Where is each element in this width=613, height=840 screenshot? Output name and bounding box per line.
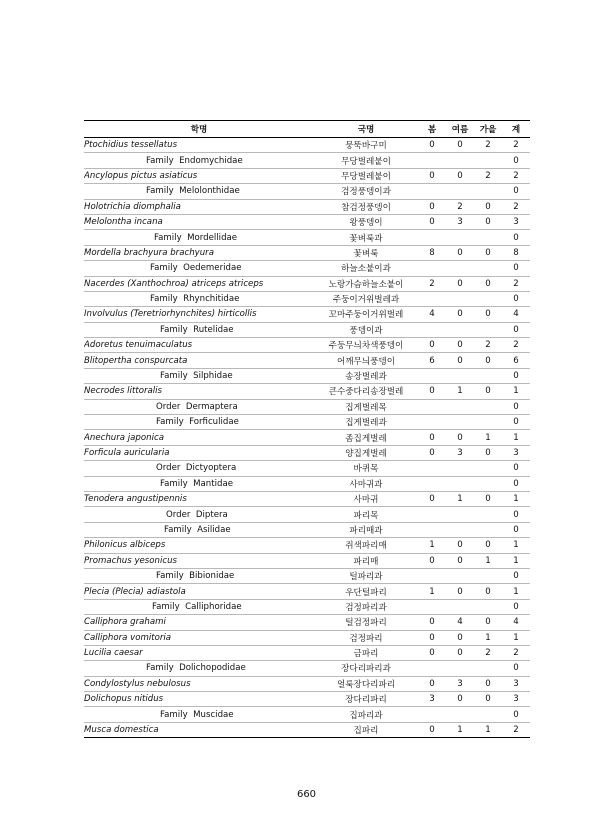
korean-name-cell: 금파리 — [314, 645, 418, 660]
autumn-count-cell: 0 — [474, 445, 502, 460]
scientific-name-cell: Family Muscidae — [84, 707, 314, 722]
taxon-row — [84, 368, 530, 383]
scientific-name-cell: Family Asilidae — [84, 522, 314, 537]
korean-name-cell: 사마귀과 — [314, 476, 418, 491]
page-number: 660 — [296, 789, 317, 800]
scientific-name-cell: Family Calliphoridae — [84, 599, 314, 614]
korean-name-cell: 집게벌레과 — [314, 415, 418, 430]
korean-name-cell: 꽃벼룩 — [314, 245, 418, 260]
header-autumn: 가을 — [474, 121, 502, 138]
spring-count-cell: 0 — [418, 430, 446, 445]
scientific-name-cell: Family Mordellidae — [84, 230, 314, 245]
summer-count-cell: 0 — [446, 245, 474, 260]
spring-count-cell — [418, 368, 446, 383]
spring-count-cell: 0 — [418, 645, 446, 660]
autumn-count-cell — [474, 230, 502, 245]
spring-count-cell — [418, 230, 446, 245]
species-row — [84, 584, 530, 599]
autumn-count-cell: 0 — [474, 214, 502, 229]
taxon-row — [84, 661, 530, 676]
species-row — [84, 538, 530, 553]
autumn-count-cell: 1 — [474, 722, 502, 737]
scientific-name-cell: Forficula auricularia — [84, 445, 314, 460]
autumn-count-cell: 1 — [474, 553, 502, 568]
total-count-cell: 0 — [502, 184, 530, 199]
spring-count-cell: 6 — [418, 353, 446, 368]
spring-count-cell: 0 — [418, 338, 446, 353]
spring-count-cell — [418, 522, 446, 537]
scientific-name-cell: Mordella brachyura brachyura — [84, 245, 314, 260]
species-row — [84, 338, 530, 353]
autumn-count-cell: 1 — [474, 430, 502, 445]
spring-count-cell: 0 — [418, 138, 446, 153]
spring-count-cell: 0 — [418, 168, 446, 183]
spring-count-cell — [418, 568, 446, 583]
taxon-row — [84, 415, 530, 430]
korean-name-cell: 집게벌레목 — [314, 399, 418, 414]
korean-name-cell: 집파리과 — [314, 707, 418, 722]
scientific-name-cell: Family Mantidae — [84, 476, 314, 491]
summer-count-cell: 1 — [446, 491, 474, 506]
summer-count-cell — [446, 461, 474, 476]
total-count-cell: 0 — [502, 599, 530, 614]
spring-count-cell: 0 — [418, 491, 446, 506]
scientific-name-cell: Order Dermaptera — [84, 399, 314, 414]
spring-count-cell: 2 — [418, 276, 446, 291]
total-count-cell: 0 — [502, 568, 530, 583]
total-count-cell: 1 — [502, 430, 530, 445]
summer-count-cell — [446, 476, 474, 491]
autumn-count-cell — [474, 322, 502, 337]
autumn-count-cell — [474, 184, 502, 199]
species-row — [84, 199, 530, 214]
summer-count-cell — [446, 399, 474, 414]
summer-count-cell: 2 — [446, 199, 474, 214]
species-row — [84, 445, 530, 460]
autumn-count-cell — [474, 291, 502, 306]
summer-count-cell — [446, 291, 474, 306]
summer-count-cell: 3 — [446, 676, 474, 691]
total-count-cell: 1 — [502, 553, 530, 568]
korean-name-cell: 쥐색파리매 — [314, 538, 418, 553]
total-count-cell: 3 — [502, 445, 530, 460]
species-row — [84, 645, 530, 660]
summer-count-cell — [446, 707, 474, 722]
korean-name-cell: 참검정풍뎅이 — [314, 199, 418, 214]
spring-count-cell — [418, 153, 446, 168]
spring-count-cell — [418, 399, 446, 414]
species-row — [84, 214, 530, 229]
autumn-count-cell: 0 — [474, 615, 502, 630]
spring-count-cell: 0 — [418, 630, 446, 645]
spring-count-cell: 0 — [418, 553, 446, 568]
species-row — [84, 692, 530, 707]
total-count-cell: 2 — [502, 276, 530, 291]
taxon-row — [84, 707, 530, 722]
total-count-cell: 2 — [502, 645, 530, 660]
total-count-cell: 0 — [502, 461, 530, 476]
taxon-row — [84, 230, 530, 245]
korean-name-cell: 바퀴목 — [314, 461, 418, 476]
autumn-count-cell — [474, 707, 502, 722]
total-count-cell: 8 — [502, 245, 530, 260]
summer-count-cell — [446, 184, 474, 199]
total-count-cell: 1 — [502, 538, 530, 553]
korean-name-cell: 사마귀 — [314, 491, 418, 506]
total-count-cell: 0 — [502, 415, 530, 430]
total-count-cell: 0 — [502, 322, 530, 337]
species-row — [84, 722, 530, 737]
korean-name-cell: 좀집게벌레 — [314, 430, 418, 445]
scientific-name-cell: Family Rutelidae — [84, 322, 314, 337]
scientific-name-cell: Lucilia caesar — [84, 645, 314, 660]
summer-count-cell: 0 — [446, 584, 474, 599]
spring-count-cell: 4 — [418, 307, 446, 322]
total-count-cell: 0 — [502, 476, 530, 491]
summer-count-cell — [446, 230, 474, 245]
scientific-name-cell: Melolontha incana — [84, 214, 314, 229]
scientific-name-cell: Family Oedemeridae — [84, 261, 314, 276]
korean-name-cell: 파리목 — [314, 507, 418, 522]
summer-count-cell — [446, 322, 474, 337]
scientific-name-cell: Family Dolichopodidae — [84, 661, 314, 676]
korean-name-cell: 검정파리과 — [314, 599, 418, 614]
autumn-count-cell: 0 — [474, 353, 502, 368]
korean-name-cell: 집파리 — [314, 722, 418, 737]
autumn-count-cell — [474, 461, 502, 476]
table-header-row — [84, 121, 530, 138]
taxon-row — [84, 507, 530, 522]
korean-name-cell: 파리매과 — [314, 522, 418, 537]
taxon-row — [84, 599, 530, 614]
autumn-count-cell — [474, 476, 502, 491]
autumn-count-cell — [474, 368, 502, 383]
header-total: 계 — [502, 121, 530, 138]
total-count-cell: 0 — [502, 291, 530, 306]
species-table — [84, 120, 530, 738]
total-count-cell: 4 — [502, 307, 530, 322]
autumn-count-cell — [474, 661, 502, 676]
korean-name-cell: 큰수중다리송장벌레 — [314, 384, 418, 399]
summer-count-cell — [446, 415, 474, 430]
korean-name-cell: 검정풍뎅이과 — [314, 184, 418, 199]
summer-count-cell: 0 — [446, 553, 474, 568]
taxon-row — [84, 461, 530, 476]
summer-count-cell: 3 — [446, 214, 474, 229]
korean-name-cell: 우단털파리 — [314, 584, 418, 599]
korean-name-cell: 왕풍뎅이 — [314, 214, 418, 229]
species-row — [84, 630, 530, 645]
summer-count-cell: 0 — [446, 645, 474, 660]
spring-count-cell: 1 — [418, 584, 446, 599]
autumn-count-cell: 0 — [474, 491, 502, 506]
total-count-cell: 0 — [502, 368, 530, 383]
autumn-count-cell: 2 — [474, 338, 502, 353]
taxon-row — [84, 476, 530, 491]
summer-count-cell: 0 — [446, 353, 474, 368]
korean-name-cell: 꼬마주둥이거위벌레 — [314, 307, 418, 322]
summer-count-cell: 1 — [446, 384, 474, 399]
korean-name-cell: 풍뎅이과 — [314, 322, 418, 337]
species-row — [84, 138, 530, 153]
total-count-cell: 3 — [502, 676, 530, 691]
spring-count-cell: 0 — [418, 676, 446, 691]
scientific-name-cell: Dolichopus nitidus — [84, 692, 314, 707]
autumn-count-cell — [474, 568, 502, 583]
spring-count-cell — [418, 661, 446, 676]
spring-count-cell — [418, 476, 446, 491]
autumn-count-cell: 2 — [474, 645, 502, 660]
korean-name-cell: 털검정파리 — [314, 615, 418, 630]
spring-count-cell — [418, 707, 446, 722]
autumn-count-cell — [474, 261, 502, 276]
taxon-row — [84, 399, 530, 414]
spring-count-cell — [418, 291, 446, 306]
autumn-count-cell: 0 — [474, 307, 502, 322]
scientific-name-cell: Adoretus tenuimaculatus — [84, 338, 314, 353]
scientific-name-cell: Necrodes littoralis — [84, 384, 314, 399]
total-count-cell: 0 — [502, 661, 530, 676]
header-spring: 봄 — [418, 121, 446, 138]
autumn-count-cell — [474, 153, 502, 168]
spring-count-cell — [418, 415, 446, 430]
scientific-name-cell: Family Rhynchitidae — [84, 291, 314, 306]
scientific-name-cell: Philonicus albiceps — [84, 538, 314, 553]
species-row — [84, 491, 530, 506]
scientific-name-cell: Order Diptera — [84, 507, 314, 522]
spring-count-cell: 0 — [418, 615, 446, 630]
summer-count-cell: 0 — [446, 430, 474, 445]
autumn-count-cell: 0 — [474, 676, 502, 691]
korean-name-cell: 장다리파리과 — [314, 661, 418, 676]
total-count-cell: 3 — [502, 214, 530, 229]
species-row — [84, 430, 530, 445]
spring-count-cell: 0 — [418, 199, 446, 214]
total-count-cell: 1 — [502, 491, 530, 506]
spring-count-cell — [418, 322, 446, 337]
species-row — [84, 384, 530, 399]
header-korean-name: 국명 — [314, 121, 418, 138]
total-count-cell: 6 — [502, 353, 530, 368]
autumn-count-cell — [474, 415, 502, 430]
total-count-cell: 0 — [502, 399, 530, 414]
total-count-cell: 2 — [502, 338, 530, 353]
scientific-name-cell: Anechura japonica — [84, 430, 314, 445]
korean-name-cell: 노랑가슴하늘소붙이 — [314, 276, 418, 291]
species-row — [84, 615, 530, 630]
total-count-cell: 0 — [502, 522, 530, 537]
header-scientific-name: 학명 — [84, 121, 314, 138]
spring-count-cell: 3 — [418, 692, 446, 707]
korean-name-cell: 얼룩장다리파리 — [314, 676, 418, 691]
autumn-count-cell: 0 — [474, 384, 502, 399]
spring-count-cell: 0 — [418, 445, 446, 460]
total-count-cell: 2 — [502, 168, 530, 183]
summer-count-cell: 0 — [446, 276, 474, 291]
total-count-cell: 3 — [502, 692, 530, 707]
summer-count-cell — [446, 368, 474, 383]
spring-count-cell — [418, 261, 446, 276]
taxon-row — [84, 568, 530, 583]
scientific-name-cell: Musca domestica — [84, 722, 314, 737]
scientific-name-cell: Ptochidius tessellatus — [84, 138, 314, 153]
summer-count-cell — [446, 507, 474, 522]
scientific-name-cell: Condylostylus nebulosus — [84, 676, 314, 691]
summer-count-cell: 0 — [446, 692, 474, 707]
total-count-cell: 1 — [502, 584, 530, 599]
autumn-count-cell — [474, 399, 502, 414]
autumn-count-cell: 2 — [474, 138, 502, 153]
korean-name-cell: 주둥무늬차색풍뎅이 — [314, 338, 418, 353]
summer-count-cell: 1 — [446, 722, 474, 737]
summer-count-cell — [446, 568, 474, 583]
korean-name-cell: 송장벌레과 — [314, 368, 418, 383]
korean-name-cell: 어깨무늬풍뎅이 — [314, 353, 418, 368]
summer-count-cell: 3 — [446, 445, 474, 460]
scientific-name-cell: Involvulus (Teretriorhynchites) hirticollis — [84, 307, 314, 322]
autumn-count-cell: 0 — [474, 538, 502, 553]
total-count-cell: 0 — [502, 261, 530, 276]
total-count-cell: 0 — [502, 153, 530, 168]
total-count-cell: 2 — [502, 199, 530, 214]
scientific-name-cell: Family Forficulidae — [84, 415, 314, 430]
korean-name-cell: 주둥이거위벌레과 — [314, 291, 418, 306]
summer-count-cell: 0 — [446, 630, 474, 645]
taxon-row — [84, 153, 530, 168]
korean-name-cell: 검정파리 — [314, 630, 418, 645]
korean-name-cell: 양집게벌레 — [314, 445, 418, 460]
scientific-name-cell: Family Melolonthidae — [84, 184, 314, 199]
summer-count-cell: 0 — [446, 338, 474, 353]
spring-count-cell: 0 — [418, 384, 446, 399]
taxon-row — [84, 322, 530, 337]
scientific-name-cell: Promachus yesonicus — [84, 553, 314, 568]
autumn-count-cell: 0 — [474, 245, 502, 260]
korean-name-cell: 털파리과 — [314, 568, 418, 583]
spring-count-cell — [418, 599, 446, 614]
autumn-count-cell: 1 — [474, 630, 502, 645]
scientific-name-cell: Blitopertha conspurcata — [84, 353, 314, 368]
korean-name-cell: 장다리파리 — [314, 692, 418, 707]
korean-name-cell: 무당벌레붙이 — [314, 168, 418, 183]
total-count-cell: 1 — [502, 384, 530, 399]
total-count-cell: 2 — [502, 722, 530, 737]
summer-count-cell: 0 — [446, 538, 474, 553]
spring-count-cell: 0 — [418, 722, 446, 737]
spring-count-cell: 0 — [418, 214, 446, 229]
species-row — [84, 353, 530, 368]
summer-count-cell — [446, 599, 474, 614]
summer-count-cell: 0 — [446, 138, 474, 153]
scientific-name-cell: Family Bibionidae — [84, 568, 314, 583]
summer-count-cell: 4 — [446, 615, 474, 630]
species-row — [84, 245, 530, 260]
scientific-name-cell: Tenodera angustipennis — [84, 491, 314, 506]
summer-count-cell — [446, 522, 474, 537]
scientific-name-cell: Holotrichia diomphalia — [84, 199, 314, 214]
korean-name-cell: 하늘소붙이과 — [314, 261, 418, 276]
summer-count-cell: 0 — [446, 168, 474, 183]
scientific-name-cell: Family Silphidae — [84, 368, 314, 383]
spring-count-cell — [418, 507, 446, 522]
taxon-row — [84, 522, 530, 537]
korean-name-cell: 파리매 — [314, 553, 418, 568]
scientific-name-cell: Calliphora vomitoria — [84, 630, 314, 645]
scientific-name-cell: Family Endomychidae — [84, 153, 314, 168]
autumn-count-cell — [474, 599, 502, 614]
autumn-count-cell — [474, 507, 502, 522]
autumn-count-cell: 2 — [474, 168, 502, 183]
autumn-count-cell: 0 — [474, 584, 502, 599]
autumn-count-cell: 0 — [474, 276, 502, 291]
scientific-name-cell: Order Dictyoptera — [84, 461, 314, 476]
autumn-count-cell: 0 — [474, 199, 502, 214]
korean-name-cell: 무당벌레붙이 — [314, 153, 418, 168]
autumn-count-cell: 0 — [474, 692, 502, 707]
scientific-name-cell: Calliphora grahami — [84, 615, 314, 630]
total-count-cell: 1 — [502, 630, 530, 645]
header-summer: 여름 — [446, 121, 474, 138]
spring-count-cell — [418, 461, 446, 476]
total-count-cell: 2 — [502, 138, 530, 153]
species-row — [84, 676, 530, 691]
total-count-cell: 0 — [502, 707, 530, 722]
scientific-name-cell: Ancylopus pictus asiaticus — [84, 168, 314, 183]
species-row — [84, 553, 530, 568]
taxon-row — [84, 261, 530, 276]
summer-count-cell — [446, 153, 474, 168]
spring-count-cell — [418, 184, 446, 199]
summer-count-cell: 0 — [446, 307, 474, 322]
total-count-cell: 4 — [502, 615, 530, 630]
table-body — [84, 138, 530, 738]
taxon-row — [84, 184, 530, 199]
spring-count-cell: 8 — [418, 245, 446, 260]
species-row — [84, 168, 530, 183]
species-row — [84, 307, 530, 322]
total-count-cell: 0 — [502, 507, 530, 522]
total-count-cell: 0 — [502, 230, 530, 245]
autumn-count-cell — [474, 522, 502, 537]
summer-count-cell — [446, 261, 474, 276]
scientific-name-cell: Nacerdes (Xanthochroa) atriceps atriceps — [84, 276, 314, 291]
korean-name-cell: 뭉뚝바구미 — [314, 138, 418, 153]
scientific-name-cell: Plecia (Plecia) adiastola — [84, 584, 314, 599]
korean-name-cell: 꽃벼룩과 — [314, 230, 418, 245]
summer-count-cell — [446, 661, 474, 676]
species-row — [84, 276, 530, 291]
taxon-row — [84, 291, 530, 306]
spring-count-cell: 1 — [418, 538, 446, 553]
